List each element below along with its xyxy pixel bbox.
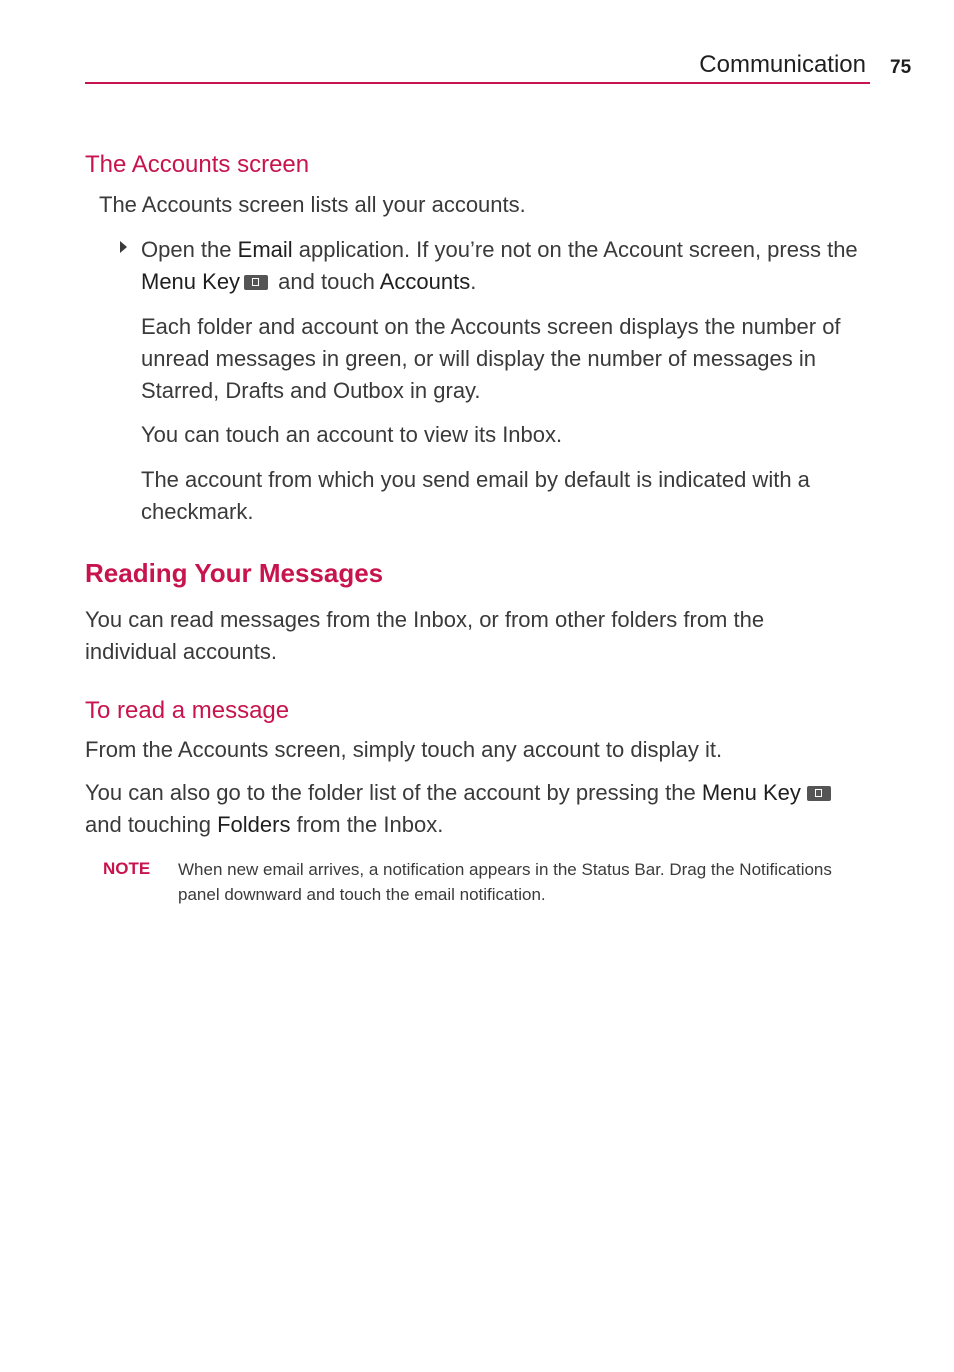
- to-read-para-1: From the Accounts screen, simply touch any account to display it.: [85, 737, 723, 762]
- accounts-para-3: The account from which you send email by default is indicated with a checkmark.: [141, 467, 810, 524]
- triangle-bullet-icon: [120, 241, 127, 253]
- page-header: [85, 50, 870, 84]
- reading-intro: You can read messages from the Inbox, or from other folders from the individual accounts.: [85, 607, 765, 664]
- email-app-label: Email: [237, 237, 293, 262]
- note-label: NOTE: [103, 859, 151, 878]
- page-number: 75: [890, 57, 912, 78]
- accounts-step: [141, 234, 866, 298]
- menu-key-icon: [807, 786, 831, 801]
- step-text-1: Open the: [141, 237, 238, 262]
- step-text-2: application. If you’re not on the Account screen, press the: [292, 237, 858, 262]
- accounts-para-1: Each folder and account on the Accounts screen displays the number of unread messages in green, or will display the number of messages in Starred, Drafts and Outbox in gray.: [141, 314, 841, 403]
- folders-label: Folders: [217, 812, 291, 837]
- para2-text-3: from the Inbox.: [290, 812, 444, 837]
- heading-to-read-message: To read a message: [85, 697, 290, 724]
- accounts-para-2: You can touch an account to view its Inbox.: [141, 422, 563, 447]
- accounts-intro: The Accounts screen lists all your accounts.: [99, 192, 526, 217]
- heading-accounts-screen: The Accounts screen: [85, 151, 310, 178]
- menu-key-icon: [244, 275, 268, 290]
- menu-key-label-2: Menu Key: [701, 780, 801, 805]
- accounts-label: Accounts: [379, 269, 471, 294]
- note-text: When new email arrives, a notification appears in the Status Bar. Drag the Notifications panel downward and touch the email notification.: [178, 860, 832, 904]
- chapter-title: Communication: [699, 51, 866, 78]
- to-read-para-2: [85, 777, 865, 841]
- step-text-3: and touch: [272, 269, 380, 294]
- heading-reading-messages: Reading Your Messages: [85, 558, 384, 588]
- step-text-4: .: [470, 269, 477, 294]
- para2-text-1: You can also go to the folder list of the account by pressing the: [85, 780, 702, 805]
- menu-key-label: Menu Key: [141, 269, 241, 294]
- para2-text-2: and touching: [85, 812, 218, 837]
